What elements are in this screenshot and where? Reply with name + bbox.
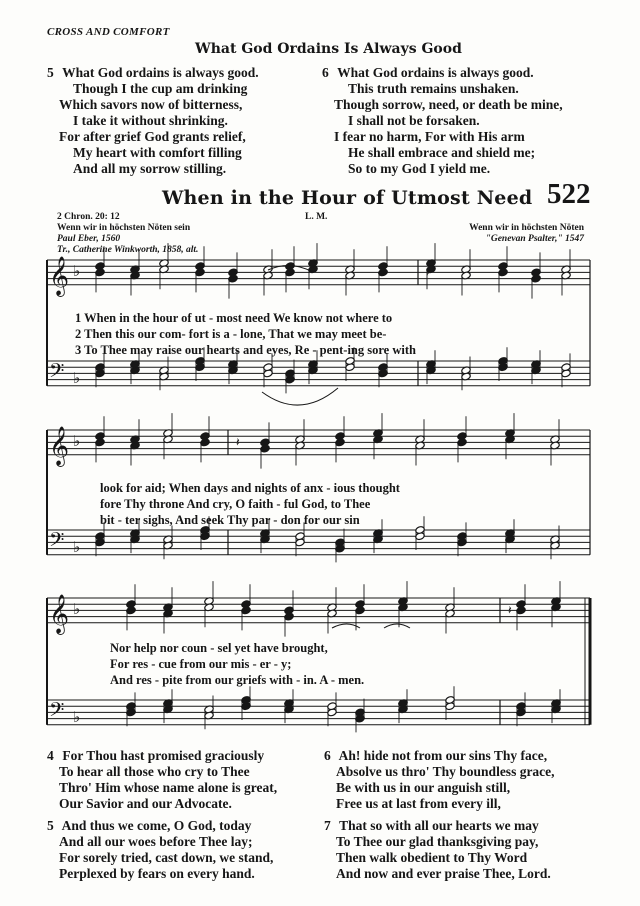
stanza-line: Ah! hide not from our sins Thy face,: [338, 748, 548, 763]
stanza-line: For sorely tried, cast down, we stand,: [59, 850, 274, 865]
flat-sign-icon: ♭: [73, 432, 81, 450]
stanza-line: Be with us in our anguish still,: [336, 780, 511, 795]
stanza-line: I shall not be forsaken.: [348, 113, 480, 128]
stanza-line: Though sorrow, need, or death be mine,: [334, 97, 563, 112]
lyrics-line: Nor help nor coun - sel yet have brought,: [110, 641, 328, 655]
lyrics-line: For res - cue from our mis - er - y;: [110, 657, 292, 671]
stanza-number: 6: [324, 748, 331, 763]
scripture-ref: 2 Chron. 20: 12: [57, 212, 120, 222]
rest-icon: 𝄽: [236, 435, 240, 449]
lyrics-line: fore Thy throne And cry, O faith - ful God, to Thee: [100, 497, 371, 511]
german-title: Wenn wir in höchsten Nöten sein: [57, 223, 191, 233]
stanza-line: This truth remains unshaken.: [348, 81, 519, 96]
flat-sign-icon: ♭: [73, 262, 81, 280]
lyrics-line: 1 When in the hour of ut - most need We know not where to: [75, 311, 393, 325]
stanza-line: And thus we come, O God, today: [61, 818, 252, 833]
stanza-line: Then walk obedient to Thy Word: [336, 850, 528, 865]
stanza-line: To Thee our glad thanksgiving pay,: [336, 834, 539, 849]
previous-hymn-title: What God Ordains Is Always Good: [195, 41, 462, 57]
stanza-line: That so with all our hearts we may: [339, 818, 539, 833]
stanza-line: To hear all those who cry to Thee: [59, 764, 250, 779]
stanza-4: [47, 748, 277, 812]
stanza-line: And all my sorrow stilling.: [73, 161, 227, 176]
stanza-number: 7: [324, 818, 331, 833]
flat-sign-icon: ♭: [73, 538, 81, 556]
stanza-number: 6: [322, 65, 329, 80]
stanza-line: I take it without shrinking.: [73, 113, 228, 128]
stanza-line: And now and ever praise Thee, Lord.: [336, 866, 551, 881]
stanza-number: 5: [47, 65, 54, 80]
lyrics-line: bit - ter sighs, And seek Thy par - don for our sin: [100, 513, 360, 527]
slur: [262, 388, 338, 405]
stanza-7: [324, 818, 551, 882]
stanza-line: My heart with comfort filling: [73, 145, 242, 160]
meter: L. M.: [305, 212, 328, 222]
slur: [384, 624, 410, 628]
stanza-number: 5: [47, 818, 54, 833]
stanza-line: And all our woes before Thee lay;: [59, 834, 253, 849]
stanza-line: What God ordains is always good.: [62, 65, 259, 80]
stanza-line: What God ordains is always good.: [337, 65, 534, 80]
stanza-5: [47, 818, 273, 882]
stanza-line: Thro' Him whose name alone is great,: [59, 780, 278, 795]
author: Paul Eber, 1560: [57, 234, 121, 244]
lyrics-line: 2 Then this our com- fort is a - lone, That we may meet be-: [75, 327, 387, 341]
stanza-line: Perplexed by fears on every hand.: [59, 866, 255, 881]
stanza-line: For Thou hast promised graciously: [62, 748, 265, 763]
hymn-title: When in the Hour of Utmost Need: [162, 187, 533, 209]
flat-sign-icon: ♭: [73, 708, 81, 726]
hymn-number: 522: [547, 178, 591, 210]
lyrics-line: look for aid; When days and nights of anx - ious thought: [100, 481, 400, 495]
stanza-line: Though I the cup am drinking: [73, 81, 248, 96]
stanza-line: Absolve us thro' Thy boundless grace,: [336, 764, 555, 779]
flat-sign-icon: ♭: [73, 369, 81, 387]
stanza-line: Free us at last from every ill,: [336, 796, 501, 811]
translator: Tr., Catherine Winkworth, 1858, alt.: [57, 245, 199, 255]
flat-sign-icon: ♭: [73, 600, 81, 618]
treble-clef-icon: 𝄞: [49, 426, 70, 466]
treble-clef-icon: 𝄞: [49, 594, 70, 634]
stanza-line: Our Savior and our Advocate.: [59, 796, 232, 811]
lyrics-line: 3 To Thee may raise our hearts and eyes, Re - pent-ing sore with: [75, 343, 416, 357]
stanza-line: I fear no harm, For with His arm: [334, 129, 525, 144]
bass-clef-icon: 𝄢: [49, 528, 65, 556]
lyrics-line: And res - pite from our griefs with - in. A - men.: [110, 673, 365, 687]
rest-icon: 𝄽: [508, 603, 512, 617]
tune-source: "Genevan Psalter," 1547: [485, 234, 584, 244]
bass-clef-icon: 𝄢: [49, 698, 65, 726]
section-label: CROSS AND COMFORT: [47, 26, 170, 38]
stanza-line: Which savors now of bitterness,: [59, 97, 243, 112]
bass-clef-icon: 𝄢: [49, 359, 65, 387]
treble-clef-icon: 𝄞: [49, 256, 70, 296]
stanza-line: He shall embrace and shield me;: [348, 145, 536, 160]
stanza-6: [324, 748, 555, 812]
stanza-number: 4: [47, 748, 54, 763]
stanza-line: For after grief God grants relief,: [59, 129, 246, 144]
tune-name: Wenn wir in höchsten Nöten: [469, 223, 584, 233]
stanza-line: So to my God I yield me.: [348, 161, 491, 176]
rest-icon: 𝄽: [426, 265, 430, 279]
